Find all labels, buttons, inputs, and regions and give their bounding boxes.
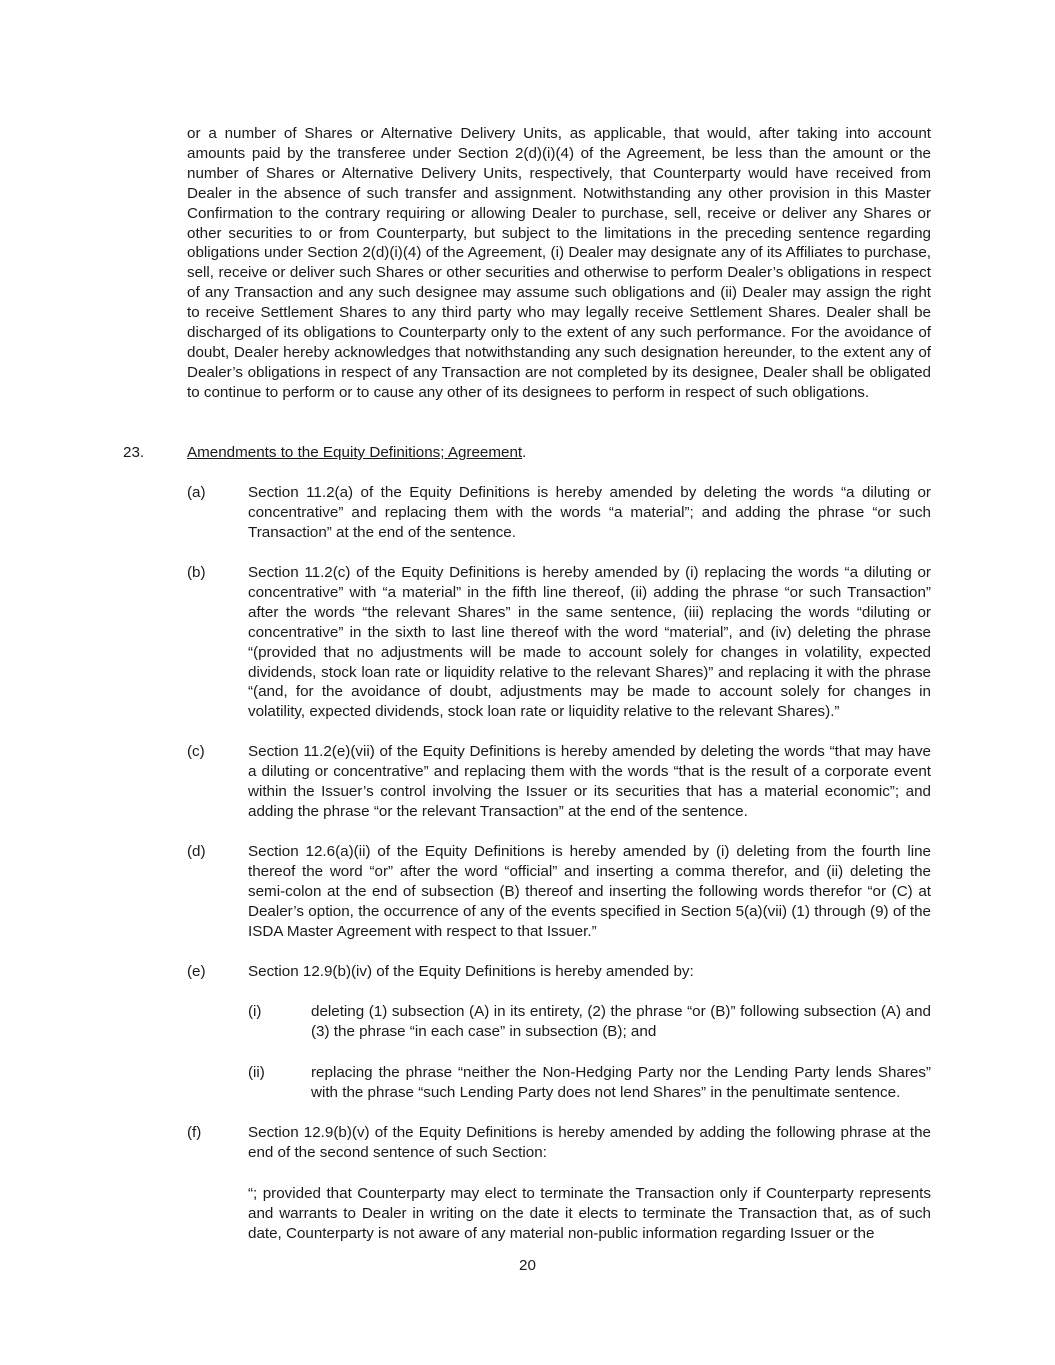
item-e-label: (e) [187,963,206,980]
item-d-text: Section 12.6(a)(ii) of the Equity Definitions is hereby amended by (i) deleting from the fourth line thereof the word “or” after the word “official” and inserting a comma therefor, and (ii) deleting the semi-colon at the end of subsection (B) thereof and inserting the following words therefor “or (C) at Dealer’s option, the occurrence of any of the events specified in Section 5(a)(vii) (1) through (9) of the ISDA Master Agreement with respect to that Issuer.” [248,843,931,940]
item-e-ii-label: (ii) [248,1064,265,1081]
item-e-text: Section 12.9(b)(iv) of the Equity Definitions is hereby amended by: [248,963,694,980]
section-title: Amendments to the Equity Definitions; Agreement [187,444,523,461]
item-f-label: (f) [187,1124,202,1141]
item-f-quote: “; provided that Counterparty may elect to terminate the Transaction only if Counterparty represents and warrants to Dealer in writing on the date it elects to terminate the Transaction that, as of such date, Counterparty is not aware of any material non-public information regarding Issuer or the [248,1185,931,1242]
item-a-text: Section 11.2(a) of the Equity Definitions is hereby amended by deleting the words “a diluting or concentrative” and replacing them with the words “a material”; and adding the phrase “or such Transaction” at the end of the sentence. [248,484,931,541]
item-f-text: Section 12.9(b)(v) of the Equity Definitions is hereby amended by adding the following phrase at the end of the second sentence of such Section: [248,1124,931,1161]
item-e-ii-text: replacing the phrase “neither the Non-Hedging Party nor the Lending Party lends Shares” with the phrase “such Lending Party does not lend Shares” in the penultimate sentence. [311,1064,931,1101]
item-b-text: Section 11.2(c) of the Equity Definitions is hereby amended by (i) replacing the words “a diluting or concentrative” with “a material” in the fifth line thereof, (ii) adding the phrase “or such Transaction” after the words “the relevant Shares” in the same sentence, (iii) replacing the words “diluting or concentrative” in the sixth to last line thereof with the word “material”, and (iv) deleting the phrase “(provided that no adjustments will be made to account solely for changes in volatility, expected dividends, stock loan rate or liquidity relative to the relevant Shares)” and replacing it with the phrase “(and, for the avoidance of doubt, adjustments may be made to account solely for changes in volatility, expected dividends, stock loan rate or liquidity relative to the relevant Shares).” [248,564,931,721]
item-a-label: (a) [187,484,206,501]
intro-paragraph: or a number of Shares or Alternative Delivery Units, as applicable, that would, after taking into account amounts paid by the transferee under Section 2(d)(i)(4) of the Agreement, be less than the amount or the number of Shares or Alternative Delivery Units, respectively, that Counterparty would have received from Dealer in the absence of such transfer and assignment. Notwithstanding any other provision in this Master Confirmation to the contrary requiring or allowing Dealer to purchase, sell, receive or deliver any Shares or other securities to or from Counterparty, but subject to the limitations in the preceding sentence regarding obligations under Section 2(d)(i)(4) of the Agreement, (i) Dealer may designate any of its Affiliates to purchase, sell, receive or deliver such Shares or other securities and otherwise to perform Dealer’s obligations in respect of any Transaction and any such designee may assume such obligations and (ii) Dealer may assign the right to receive Settlement Shares to any third party who may legally receive Settlement Shares. Dealer shall be discharged of its obligations to Counterparty only to the extent of any such performance. For the avoidance of doubt, Dealer hereby acknowledges that notwithstanding any such designation hereunder, to the extent any of Dealer’s obligations in respect of any Transaction are not completed by its designee, Dealer shall be obligated to continue to perform or to cause any other of its designees to perform in respect of such obligations. [187,125,931,401]
item-e-i-text: deleting (1) subsection (A) in its entirety, (2) the phrase “or (B)” following subsection (A) and (3) the phrase “in each case” in subsection (B); and [311,1003,931,1040]
section-number: 23. [123,444,145,461]
item-c-text: Section 11.2(e)(vii) of the Equity Definitions is hereby amended by deleting the words “that may have a diluting or concentrative” and replacing them with the words “that is the result of a corporate event within the Issuer’s control involving the Issuer or its securities that has a material economic”; and adding the phrase “or the relevant Transaction” at the end of the sentence. [248,743,931,820]
section-title-period: . [522,444,527,461]
item-e-i-label: (i) [248,1003,262,1020]
page-number: 20 [519,1257,536,1274]
item-b-label: (b) [187,564,206,581]
section-heading [187,443,526,463]
item-d-label: (d) [187,843,206,860]
item-c-label: (c) [187,743,205,760]
